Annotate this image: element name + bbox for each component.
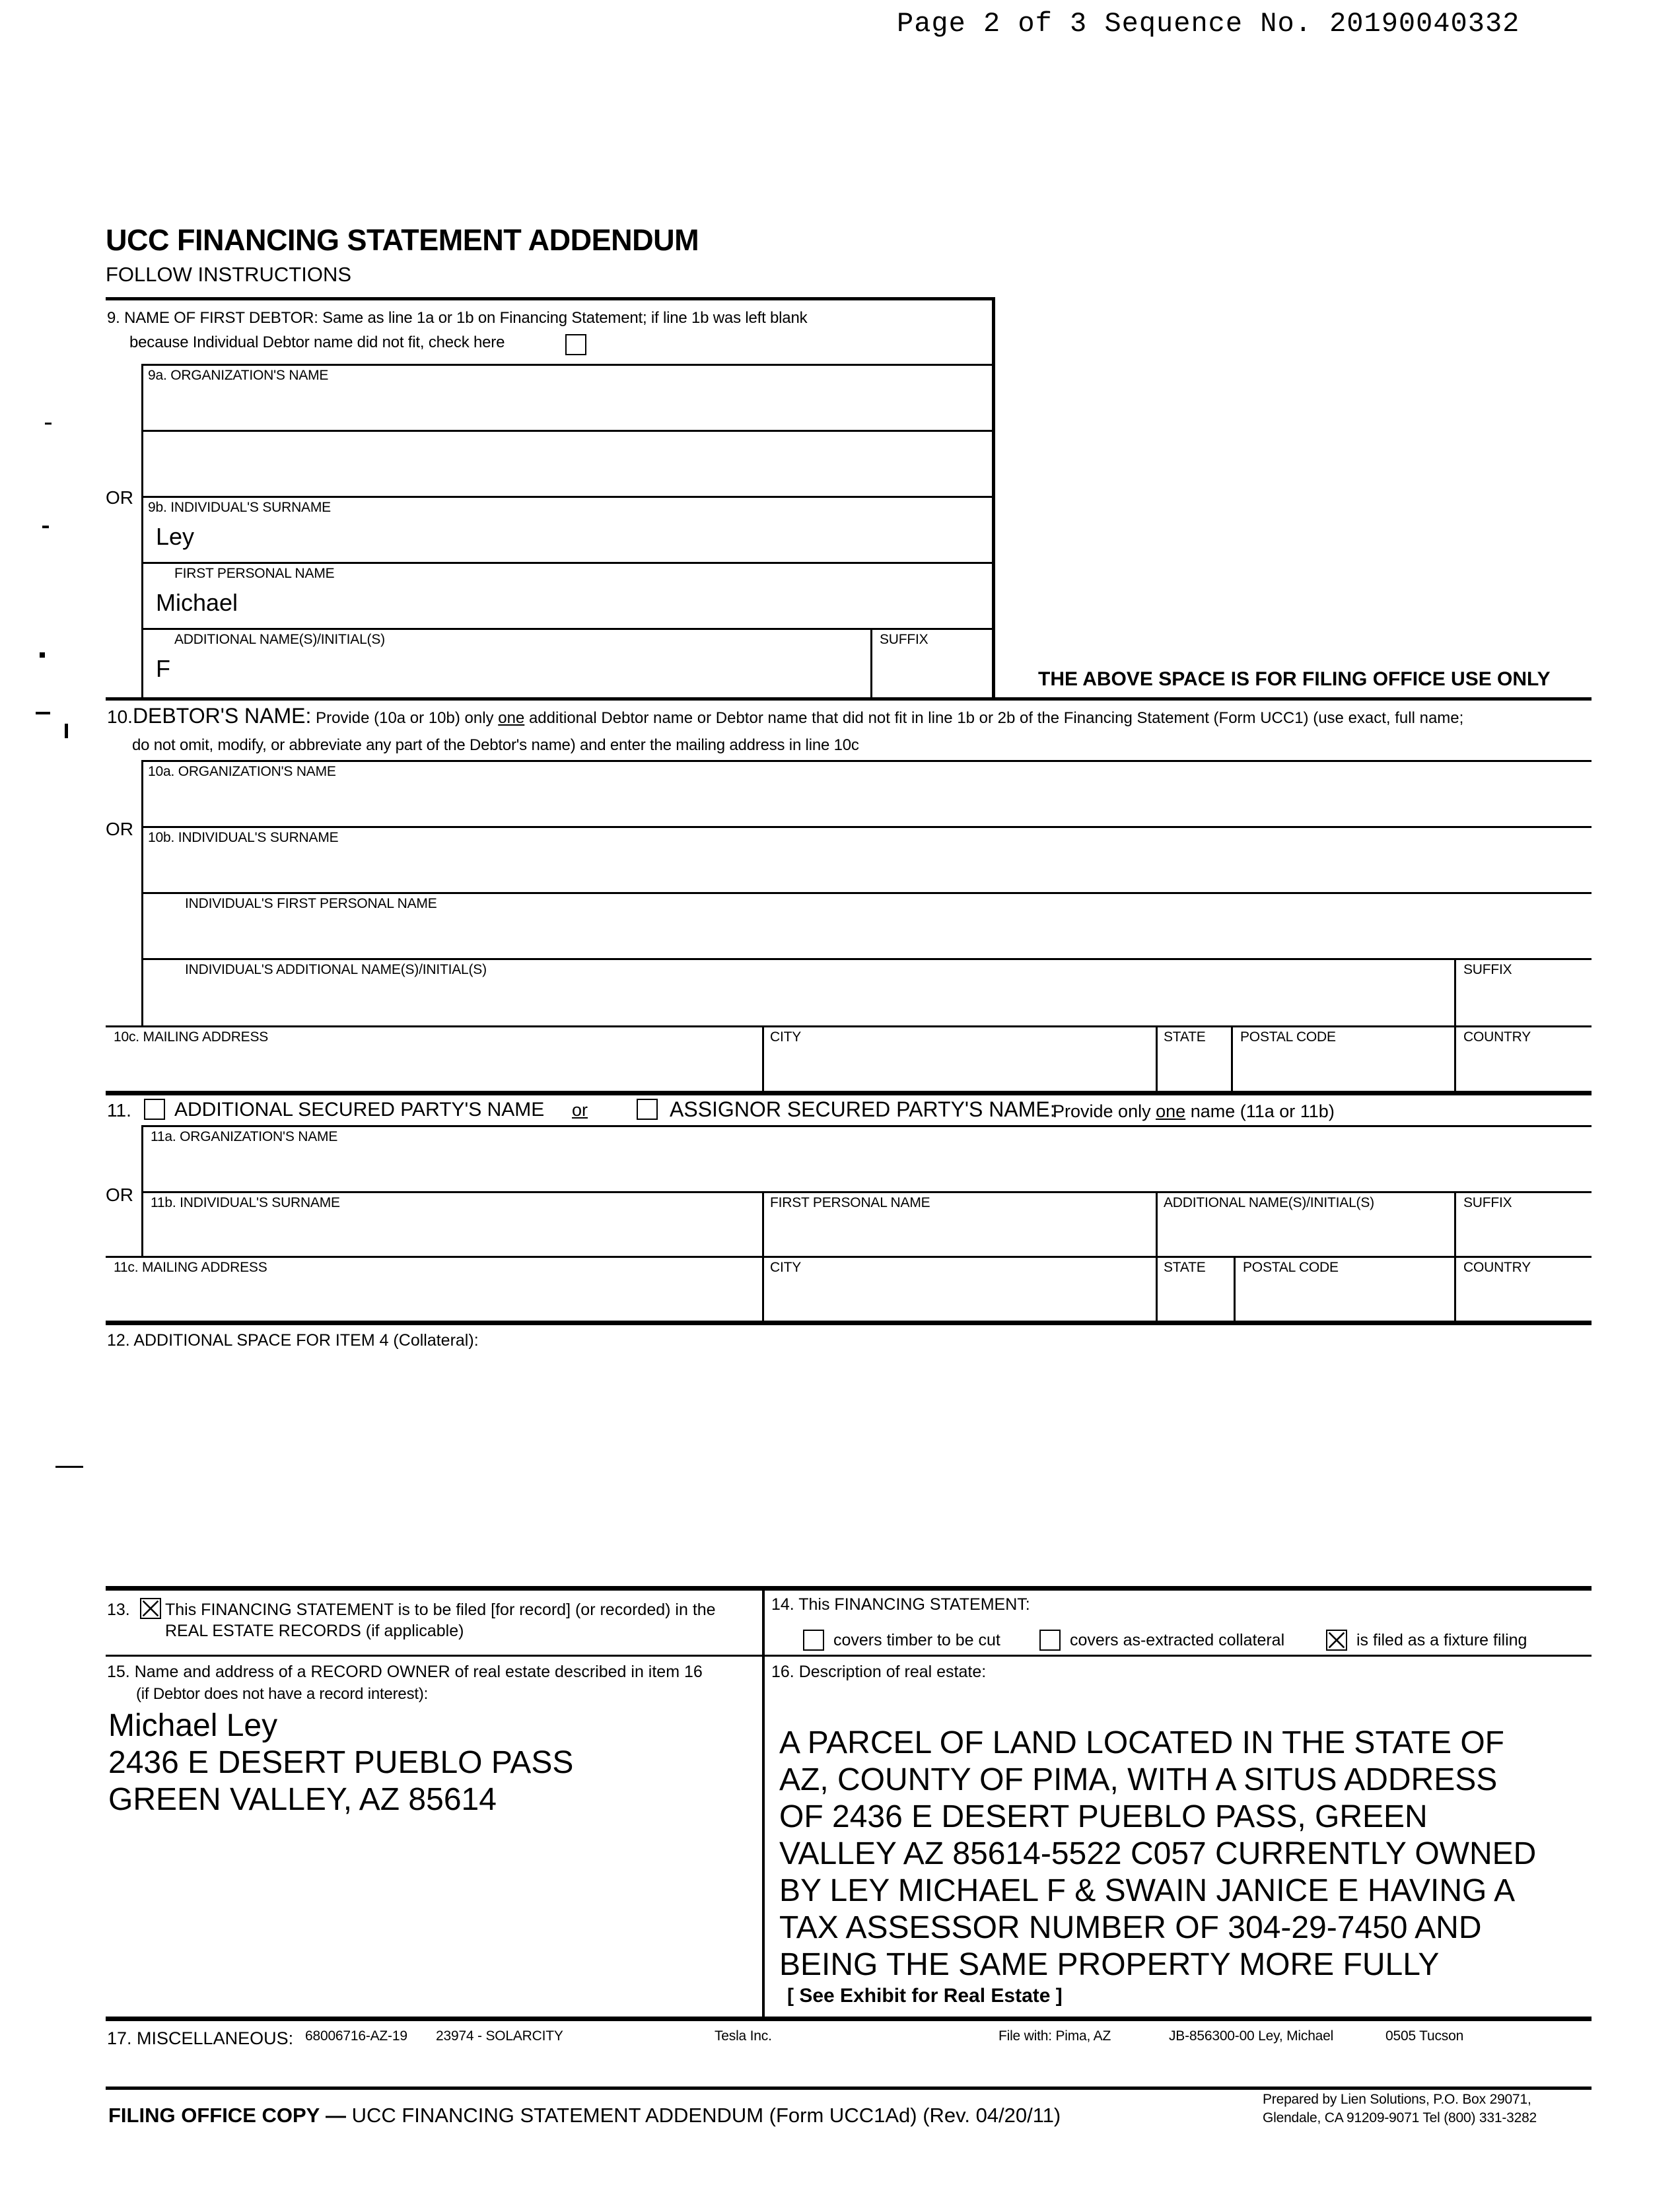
s10-line1-one: one: [498, 709, 525, 727]
s10c-city-divider: [762, 1025, 764, 1093]
s10-line1-post: additional Debtor name or Debtor name that did not fit in line 1b or 2b of the Financing Statement (Form UCC1) (use exact, full name;: [528, 709, 1464, 727]
margin-mark: [36, 712, 50, 714]
s11-first-name-label: FIRST PERSONAL NAME: [770, 1195, 930, 1210]
s11-tail-post: name (11a or 11b): [1190, 1101, 1335, 1121]
s12-top-border: [106, 1321, 1592, 1325]
s12-label: 12. ADDITIONAL SPACE FOR ITEM 4 (Collateral):: [107, 1331, 479, 1350]
footer-form-title: UCC FINANCING STATEMENT ADDENDUM (Form UCC1Ad) (Rev. 04/20/11): [351, 2104, 1061, 2127]
s9-top-border: [106, 297, 995, 300]
footer-form-name: [108, 2104, 1061, 2127]
s11a-label: 11a. ORGANIZATION'S NAME: [151, 1129, 338, 1144]
s10-addl-divider: [106, 1025, 1592, 1027]
s10b-label: 10b. INDIVIDUAL'S SURNAME: [148, 830, 339, 845]
s10-first-divider: [141, 958, 1592, 960]
s9-or-label: OR: [106, 487, 133, 508]
s11-additional-name-label: ADDITIONAL NAME(S)/INITIAL(S): [1164, 1195, 1374, 1210]
s9-inner-left: [141, 364, 143, 697]
s14-as-extracted-checkbox[interactable]: [1039, 1630, 1061, 1651]
s9-suffix-divider: [870, 628, 872, 697]
s13-s14-divider: [762, 1589, 765, 2018]
s10a-divider: [141, 826, 1592, 828]
s11-assignor-secured-party-checkbox[interactable]: [637, 1099, 658, 1120]
s9a-label: 9a. ORGANIZATION'S NAME: [148, 368, 329, 383]
s11c-city-divider: [762, 1256, 764, 1322]
s10-first-name-label: INDIVIDUAL'S FIRST PERSONAL NAME: [185, 896, 437, 911]
s9-suffix-label: SUFFIX: [880, 632, 928, 647]
s9-blank-divider: [141, 496, 993, 498]
s9-first-name-value[interactable]: Michael: [156, 589, 238, 616]
s15-owner-street: 2436 E DESERT PUEBLO PASS: [108, 1745, 574, 1780]
s9b-label: 9b. INDIVIDUAL'S SURNAME: [148, 500, 331, 515]
s11c-city-label: CITY: [770, 1260, 802, 1275]
s13-real-estate-records-checkbox[interactable]: [140, 1598, 161, 1619]
s10-number: 10.: [107, 707, 133, 727]
s11c-country-label: COUNTRY: [1463, 1260, 1531, 1275]
s11b-suffix-divider: [1454, 1191, 1456, 1257]
s11b-label: 11b. INDIVIDUAL'S SURNAME: [151, 1195, 340, 1210]
s17-code: 68006716-AZ-19: [305, 2028, 407, 2044]
s13-line1: This FINANCING STATEMENT is to be filed [for record] (or recorded) in the: [165, 1601, 716, 1619]
s10c-postal-label: POSTAL CODE: [1240, 1029, 1336, 1045]
s16-description-line: TAX ASSESSOR NUMBER OF 304-29-7450 AND: [779, 1910, 1482, 1945]
margin-mark: [65, 724, 68, 738]
s9-instructions-line1: 9. NAME OF FIRST DEBTOR: Same as line 1a or 1b on Financing Statement; if line 1b was left blank: [107, 309, 808, 327]
s13-line2: REAL ESTATE RECORDS (if applicable): [165, 1622, 464, 1640]
s10-instructions-line1: [107, 704, 1463, 728]
s13-checkmark-icon: [141, 1599, 160, 1618]
s9a-divider: [141, 430, 993, 432]
s10-line1-pre: Provide (10a or 10b) only: [316, 709, 494, 727]
s16-description-line: A PARCEL OF LAND LOCATED IN THE STATE OF: [779, 1725, 1504, 1760]
s11-top-border: [106, 1091, 1592, 1095]
s15-top-border: [106, 1655, 1592, 1657]
s13-number: 13.: [107, 1601, 130, 1619]
s14-timber-label: covers timber to be cut: [833, 1631, 1000, 1649]
s9-check-here-checkbox[interactable]: [565, 334, 586, 355]
s15-owner-name: Michael Ley: [108, 1708, 278, 1743]
s10c-state-label: STATE: [1164, 1029, 1206, 1045]
s15-line1: 15. Name and address of a RECORD OWNER of real estate described in item 16: [107, 1663, 703, 1681]
footer-filing-office-copy: FILING OFFICE COPY: [108, 2104, 320, 2127]
s15-line2: (if Debtor does not have a record interest):: [136, 1685, 429, 1703]
filing-office-use-only: THE ABOVE SPACE IS FOR FILING OFFICE USE ONLY: [1038, 668, 1551, 690]
s14-fixture-filing-label: is filed as a fixture filing: [1356, 1631, 1527, 1649]
s11c-postal-divider: [1234, 1256, 1236, 1322]
s11a-top: [141, 1125, 1592, 1127]
s11c-country-divider: [1454, 1256, 1456, 1322]
s11c-mailing-label: 11c. MAILING ADDRESS: [114, 1260, 267, 1275]
s9-additional-name-label: ADDITIONAL NAME(S)/INITIAL(S): [174, 632, 385, 647]
s11b-first-divider: [762, 1191, 764, 1257]
s10-title: DEBTOR'S NAME:: [132, 704, 312, 728]
s14-as-extracted-label: covers as-extracted collateral: [1070, 1631, 1285, 1649]
s16-description-line: BEING THE SAME PROPERTY MORE FULLY: [779, 1947, 1440, 1982]
s16-description-line: BY LEY MICHAEL F & SWAIN JANICE E HAVING A: [779, 1873, 1516, 1908]
s10b-divider: [141, 892, 1592, 894]
s17-file-with: File with: Pima, AZ: [998, 2028, 1111, 2044]
s11-number: 11.: [107, 1100, 131, 1121]
s14-fixture-filing-checkbox[interactable]: [1326, 1630, 1347, 1651]
s10c-mailing-label: 10c. MAILING ADDRESS: [114, 1029, 269, 1045]
s14-label: 14. This FINANCING STATEMENT:: [771, 1595, 1030, 1614]
s13-top-border: [106, 1586, 1592, 1591]
s17-ref: 23974 - SOLARCITY: [436, 2028, 563, 2044]
s10-additional-name-label: INDIVIDUAL'S ADDITIONAL NAME(S)/INITIAL(S): [185, 962, 487, 977]
form-subtitle: FOLLOW INSTRUCTIONS: [106, 263, 352, 286]
s11b-divider: [106, 1256, 1592, 1258]
page-sequence-header: Page 2 of 3 Sequence No. 20190040332: [897, 8, 1520, 40]
s16-description-line: OF 2436 E DESERT PUEBLO PASS, GREEN: [779, 1799, 1428, 1834]
s11a-divider: [141, 1191, 1592, 1193]
s14-checkmark-icon: [1327, 1631, 1346, 1649]
s11c-postal-label: POSTAL CODE: [1243, 1260, 1339, 1275]
margin-mark: [42, 526, 49, 528]
s11b-addl-divider: [1156, 1191, 1158, 1257]
s10c-state-divider: [1156, 1025, 1158, 1093]
s15-owner-city: GREEN VALLEY, AZ 85614: [108, 1782, 497, 1817]
s16-label: 16. Description of real estate:: [771, 1663, 987, 1681]
s11-tail-one: one: [1156, 1101, 1186, 1121]
footer-prepared-by-line2: Glendale, CA 91209-9071 Tel (800) 331-3282: [1263, 2110, 1537, 2125]
margin-mark: [45, 423, 52, 425]
s10c-city-label: CITY: [770, 1029, 802, 1045]
s17-bottom-border: [106, 2087, 1592, 2090]
margin-mark: [40, 652, 45, 658]
s9-first-name-label: FIRST PERSONAL NAME: [174, 566, 335, 581]
s16-description-line: VALLEY AZ 85614-5522 C057 CURRENTLY OWNED: [779, 1836, 1537, 1871]
s11c-state-label: STATE: [1164, 1260, 1206, 1275]
s9b-surname-value[interactable]: Ley: [156, 523, 195, 550]
footer-dash: —: [325, 2104, 346, 2127]
s10a-top: [141, 760, 1592, 762]
s17-top-border: [106, 2017, 1592, 2021]
s17-jb: JB-856300-00 Ley, Michael: [1169, 2028, 1334, 2044]
s17-office: 0505 Tucson: [1385, 2028, 1464, 2044]
s11-or-small: or: [572, 1100, 588, 1120]
s17-company: Tesla Inc.: [715, 2028, 772, 2044]
s14-timber-checkbox[interactable]: [803, 1630, 824, 1651]
s9-inner-top: [141, 364, 993, 366]
form-title: UCC FINANCING STATEMENT ADDENDUM: [106, 223, 699, 257]
s10-instructions-line2: do not omit, modify, or abbreviate any part of the Debtor's name) and enter the mailing address in line 10c: [132, 736, 859, 754]
s10-suffix-label: SUFFIX: [1463, 962, 1512, 977]
s11-additional-secured-party-label: ADDITIONAL SECURED PARTY'S NAME: [174, 1099, 545, 1121]
s10c-country-divider: [1454, 1025, 1456, 1093]
s11-or-label: OR: [106, 1185, 133, 1205]
footer-prepared-by-line1: Prepared by Lien Solutions, P.O. Box 29071,: [1263, 2092, 1531, 2107]
s9-instructions-line2: because Individual Debtor name did not fit, check here: [129, 333, 505, 351]
s16-see-exhibit: [ See Exhibit for Real Estate ]: [787, 1985, 1063, 2007]
s11c-state-divider: [1156, 1256, 1158, 1322]
s11-instructions-tail: [1053, 1101, 1335, 1122]
margin-mark: [55, 1466, 83, 1468]
s10c-postal-divider: [1231, 1025, 1233, 1093]
s10c-country-label: COUNTRY: [1463, 1029, 1531, 1045]
s11-tail-pre: Provide only: [1053, 1101, 1151, 1121]
s16-description-line: AZ, COUNTY OF PIMA, WITH A SITUS ADDRESS: [779, 1762, 1498, 1797]
s10-or-label: OR: [106, 819, 133, 839]
s9b-divider: [141, 562, 993, 564]
s11-assignor-secured-party-label: ASSIGNOR SECURED PARTY'S NAME:: [670, 1097, 1056, 1121]
s11-additional-secured-party-checkbox[interactable]: [144, 1099, 165, 1120]
s9-first-divider: [141, 628, 993, 630]
s10-suffix-divider: [1454, 958, 1456, 1027]
s17-label: 17. MISCELLANEOUS:: [107, 2028, 294, 2048]
s11-suffix-label: SUFFIX: [1463, 1195, 1512, 1210]
s10a-label: 10a. ORGANIZATION'S NAME: [148, 764, 336, 779]
s9-additional-name-value[interactable]: F: [156, 655, 170, 682]
s10-top-border: [106, 697, 1592, 701]
